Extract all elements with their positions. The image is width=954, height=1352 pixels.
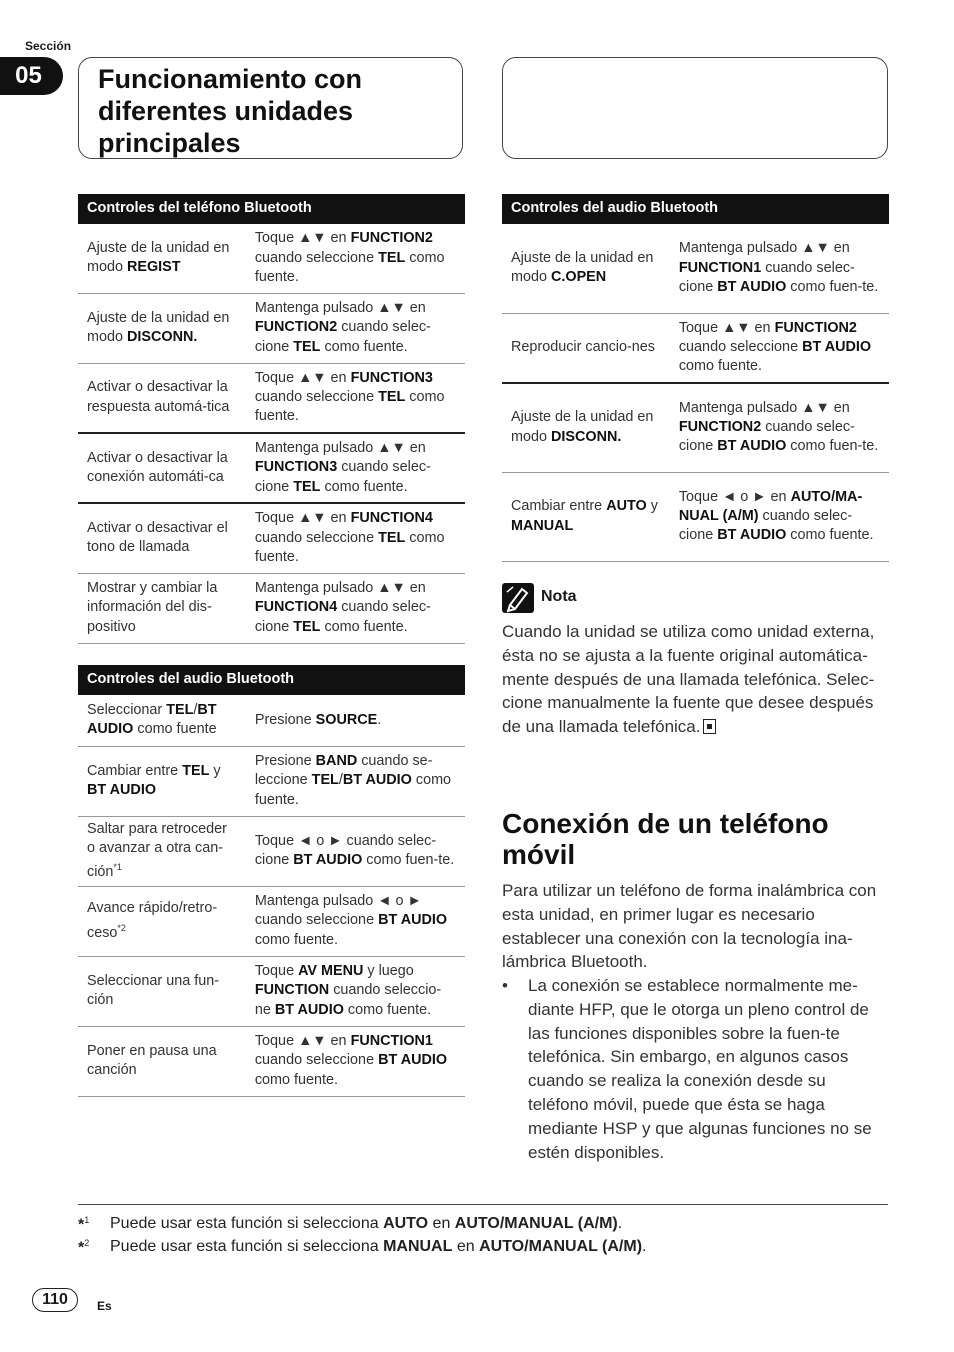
text-run: Mantenga pulsado ▲▼ en xyxy=(678,399,850,416)
table-row xyxy=(78,503,465,573)
bold-term: AV MENU xyxy=(298,963,364,980)
footnote-ref: *1 xyxy=(113,862,122,873)
bold-term: TEL xyxy=(182,762,210,779)
bold-term: DISCONN. xyxy=(551,428,622,445)
table-row xyxy=(502,472,889,561)
bold-term: TEL xyxy=(378,529,406,546)
bold-term: TEL xyxy=(293,618,321,635)
text-run: como fuen-te. xyxy=(362,852,455,868)
empty-title-box xyxy=(502,57,888,159)
action-cell xyxy=(78,224,246,293)
text-run: como fuente. xyxy=(254,772,452,808)
table-row xyxy=(78,956,465,1026)
bold-term: MANUAL xyxy=(511,517,574,534)
text-run: Presione xyxy=(254,711,316,728)
text-run: cuando seleccio-ne xyxy=(254,982,442,1018)
table-row xyxy=(78,816,465,886)
table-row xyxy=(78,573,465,643)
text-run: Avance rápido/retro-ceso xyxy=(87,900,218,941)
text-run: como fuente. xyxy=(343,1001,432,1018)
footnote-divider xyxy=(78,1204,888,1205)
text-run: Mantenga pulsado ▲▼ en xyxy=(678,240,850,257)
text-run: / xyxy=(338,772,343,789)
instruction-cell xyxy=(246,956,465,1026)
text-run: cuando selec-cione xyxy=(254,319,431,355)
instruction-cell xyxy=(246,816,465,886)
bold-term: BT AUDIO xyxy=(87,782,157,798)
table-row xyxy=(78,695,465,746)
note-text-block xyxy=(502,620,892,739)
text-run: Poner en pausa una canción xyxy=(87,1042,217,1078)
section-label: Sección xyxy=(25,39,72,53)
table-heading: Controles del teléfono Bluetooth xyxy=(78,194,465,224)
bold-term: BAND xyxy=(315,753,358,770)
action-cell xyxy=(78,695,246,746)
text-run: como fuente. xyxy=(320,338,408,355)
table-row xyxy=(78,1026,465,1096)
text-run: cuando selec-cione xyxy=(254,459,431,495)
text-run: y xyxy=(646,498,658,515)
language-code: Es xyxy=(97,1299,112,1313)
bold-term: FUNCTION2 xyxy=(678,419,762,436)
bold-term: BT AUDIO xyxy=(274,1001,344,1018)
instruction-cell xyxy=(670,224,889,313)
page-number: 110 xyxy=(32,1288,78,1312)
text-run: Cambiar entre xyxy=(87,762,183,779)
action-cell xyxy=(78,746,246,816)
bold-term: FUNCTION xyxy=(254,982,330,999)
text-run: como fuente. xyxy=(254,931,339,948)
action-cell xyxy=(78,956,246,1026)
text-run: y xyxy=(209,762,221,779)
text-run: Toque xyxy=(254,963,299,980)
bold-term: FUNCTION2 xyxy=(350,230,433,247)
bold-term: C.OPEN xyxy=(551,269,607,286)
text-run: Ajuste de la unidad en modo xyxy=(511,409,654,445)
action-cell xyxy=(78,293,246,363)
text-run: como fuente. xyxy=(678,358,763,375)
text-run: Activar o desactivar el tono de llamada xyxy=(87,519,228,556)
footnote-number: 1 xyxy=(84,1215,90,1225)
bold-term: TEL xyxy=(293,338,321,355)
bold-term: BT AUDIO xyxy=(717,278,787,295)
text-run: cuando seleccione xyxy=(254,389,379,406)
text-run: Ajuste de la unidad en modo xyxy=(511,249,654,286)
action-cell xyxy=(502,472,670,561)
table-heading: Controles del audio Bluetooth xyxy=(78,665,465,695)
bold-term: BT AUDIO xyxy=(717,527,787,544)
action-cell xyxy=(78,886,246,956)
instruction-cell xyxy=(246,293,465,363)
text-run: cuando seleccione xyxy=(254,249,379,266)
bold-term: AUTO/MANUAL (A/M) xyxy=(479,1238,643,1255)
text-run: Mantenga pulsado ▲▼ en xyxy=(254,440,426,457)
bold-term: FUNCTION4 xyxy=(254,599,338,616)
instruction-cell xyxy=(246,433,465,503)
text-run: Cambiar entre xyxy=(511,498,607,515)
text-run: Mostrar y cambiar la información del dis-positivo xyxy=(87,580,218,635)
right-table-wrap xyxy=(502,194,889,562)
table-row xyxy=(78,433,465,503)
text-run: . xyxy=(642,1238,647,1255)
text-run: Puede usar esta función si selecciona xyxy=(110,1238,384,1255)
action-cell xyxy=(78,573,246,643)
bold-term: REGIST xyxy=(127,259,181,276)
instruction-cell xyxy=(246,503,465,573)
text-run: como fuente. xyxy=(320,478,408,495)
table-row xyxy=(78,293,465,363)
bold-term: FUNCTION3 xyxy=(254,459,338,476)
text-run: cuando selec-cione xyxy=(254,599,431,635)
bold-term: AUTO/MA-NUAL (A/M) xyxy=(678,488,863,524)
page-title: Funcionamiento con diferentes unidades principales xyxy=(98,64,363,158)
table-row xyxy=(78,224,465,293)
left-table-1-wrap xyxy=(78,194,465,644)
text-run: como fuen-te. xyxy=(786,278,879,295)
action-cell xyxy=(78,363,246,433)
footnote-text xyxy=(110,1238,646,1256)
section-number-badge: 05 xyxy=(0,57,63,95)
bold-term: TEL xyxy=(311,772,339,789)
text-run: Toque ◄ o ► cuando selec-cione xyxy=(254,832,437,868)
instruction-cell xyxy=(670,313,889,383)
text-run: en xyxy=(452,1238,480,1255)
text-run: . xyxy=(617,1215,623,1232)
section-heading: Conexión de un teléfono móvil xyxy=(502,808,829,870)
text-run: Presione xyxy=(254,753,316,770)
footnote-marker xyxy=(78,1215,89,1234)
text-run: como fuente. xyxy=(254,389,445,425)
bold-term: FUNCTION3 xyxy=(350,369,433,386)
text-run: como fuen-te. xyxy=(786,438,879,455)
bold-term: BT AUDIO xyxy=(342,772,412,789)
text-run: Seleccionar una fun-ción xyxy=(87,972,219,1008)
bold-term: BT AUDIO xyxy=(378,912,448,929)
bold-term: FUNCTION2 xyxy=(774,319,857,336)
footnote-ref: *2 xyxy=(117,922,126,933)
table-row xyxy=(78,363,465,433)
bluetooth-phone-controls-table xyxy=(78,194,465,644)
text-run: Toque ▲▼ en xyxy=(254,510,351,527)
table-row xyxy=(78,886,465,956)
bold-term: BT AUDIO xyxy=(293,852,363,868)
intro-paragraph: Para utilizar un teléfono de forma inalámbrica con esta unidad, en primer lugar es necesario establecer una conexión con la tecnología ina-lámbrica Bluetooth. xyxy=(502,881,877,972)
text-run: cuando seleccione xyxy=(678,339,803,356)
text-run: Ajuste de la unidad en modo xyxy=(87,309,230,345)
footnote-number: 2 xyxy=(84,1238,90,1248)
bold-term: TEL xyxy=(378,249,406,266)
bold-term: FUNCTION1 xyxy=(350,1033,433,1050)
text-run: como fuente. xyxy=(254,1071,339,1088)
note-label: Nota xyxy=(541,588,577,605)
text-run: Mantenga pulsado ◄ o ► cuando seleccione xyxy=(254,893,422,929)
text-run: Seleccionar xyxy=(87,701,167,718)
text-run: Mantenga pulsado ▲▼ en xyxy=(254,580,426,597)
text-run: Toque ▲▼ en xyxy=(254,1033,351,1050)
bold-term: BT AUDIO xyxy=(378,1052,448,1069)
bold-term: BT AUDIO xyxy=(802,339,872,356)
text-run: cuando seleccione xyxy=(254,1052,379,1069)
bullet-text: La conexión se establece normalmente me-diante HFP, que le otorga un pleno control de las funciones disponibles sobre la fuen-te telefónica. Sin embargo, en algunos casos cuando se realiza la conexión desde su teléfono móvil, puede que ésta se haga mediante HSP y que algunas funciones no se estén disponibles. xyxy=(528,976,872,1162)
footnote-asterisk: * xyxy=(78,1216,85,1234)
instruction-cell xyxy=(246,224,465,293)
bluetooth-audio-controls-table-cont xyxy=(502,194,889,562)
instruction-cell xyxy=(246,746,465,816)
text-run: Reproducir cancio-nes xyxy=(511,339,655,356)
end-mark-icon xyxy=(703,719,716,734)
text-run: . xyxy=(377,711,382,728)
bold-term: FUNCTION1 xyxy=(678,259,762,276)
text-run: cuando seleccione xyxy=(254,529,379,546)
text-run: cuando se-leccione xyxy=(254,753,433,789)
left-table-2-wrap xyxy=(78,665,465,1097)
bullet-dot-icon: • xyxy=(502,976,508,995)
text-run: Mantenga pulsado ▲▼ en xyxy=(254,300,426,317)
instruction-cell xyxy=(246,363,465,433)
action-cell xyxy=(502,224,670,313)
text-run: cuando selec-cione xyxy=(678,419,855,455)
text-run: Activar o desactivar la conexión automáti-ca xyxy=(87,449,228,485)
text-run: como fuente. xyxy=(254,529,445,565)
text-run: como fuente. xyxy=(786,527,874,544)
text-run: cuando selec-cione xyxy=(678,259,855,295)
table-row xyxy=(502,383,889,472)
text-run: como fuente xyxy=(133,721,217,738)
text-run: cuando selec-cione xyxy=(678,507,853,544)
bold-term: TEL xyxy=(293,478,321,495)
note-text: Cuando la unidad se utiliza como unidad externa, ésta no se ajusta a la fuente original automática-mente después de una llamada telefónica. Selec-cione manualmente la fuente que desee después de una llamada telefónica. xyxy=(502,622,875,737)
instruction-cell xyxy=(246,573,465,643)
text-run: Ajuste de la unidad en modo xyxy=(87,239,230,276)
footnote-text xyxy=(110,1215,622,1233)
table-row xyxy=(78,746,465,816)
text-run: Saltar para retroceder o avanzar a otra can-ción xyxy=(87,820,227,881)
action-cell xyxy=(502,383,670,472)
instruction-cell xyxy=(246,886,465,956)
action-cell xyxy=(78,503,246,573)
text-run: Toque ▲▼ en xyxy=(678,319,775,336)
text-run: Toque ▲▼ en xyxy=(254,369,351,386)
instruction-cell xyxy=(670,472,889,561)
bold-term: DISCONN. xyxy=(127,329,198,345)
text-run: Puede usar esta función si selecciona xyxy=(110,1215,384,1232)
table-row xyxy=(502,313,889,383)
text-run: como fuente. xyxy=(320,618,408,635)
bold-term: BT AUDIO xyxy=(87,701,217,738)
action-cell xyxy=(502,313,670,383)
bold-term: BT AUDIO xyxy=(717,438,787,455)
action-cell xyxy=(78,1026,246,1096)
text-run: / xyxy=(193,701,198,718)
action-cell xyxy=(78,816,246,886)
text-run: como fuente. xyxy=(254,249,445,285)
text-run: Toque ▲▼ en xyxy=(254,230,351,247)
note-pencil-icon xyxy=(502,583,534,613)
footnote-asterisk: * xyxy=(78,1239,85,1257)
instruction-cell xyxy=(246,695,465,746)
bold-term: AUTO/MANUAL (A/M) xyxy=(454,1215,618,1232)
bold-term: FUNCTION4 xyxy=(350,510,433,527)
action-cell xyxy=(78,433,246,503)
bluetooth-audio-controls-table xyxy=(78,665,465,1097)
text-run: en xyxy=(428,1215,455,1232)
bold-term: AUTO xyxy=(383,1215,429,1232)
bold-term: TEL xyxy=(378,389,406,406)
bold-term: SOURCE xyxy=(315,711,378,728)
bold-term: AUTO xyxy=(606,498,647,515)
table-row xyxy=(502,224,889,313)
text-run: Toque ◄ o ► en xyxy=(678,488,791,505)
title-box xyxy=(78,57,463,159)
text-run: Activar o desactivar la respuesta automá-tica xyxy=(87,379,230,415)
bold-term: TEL xyxy=(166,701,194,718)
bold-term: MANUAL xyxy=(383,1238,453,1255)
table-heading: Controles del audio Bluetooth xyxy=(502,194,889,224)
instruction-cell xyxy=(670,383,889,472)
instruction-cell xyxy=(246,1026,465,1096)
footnote-marker xyxy=(78,1238,89,1257)
text-run: y luego xyxy=(363,963,414,980)
bold-term: FUNCTION2 xyxy=(254,319,338,336)
